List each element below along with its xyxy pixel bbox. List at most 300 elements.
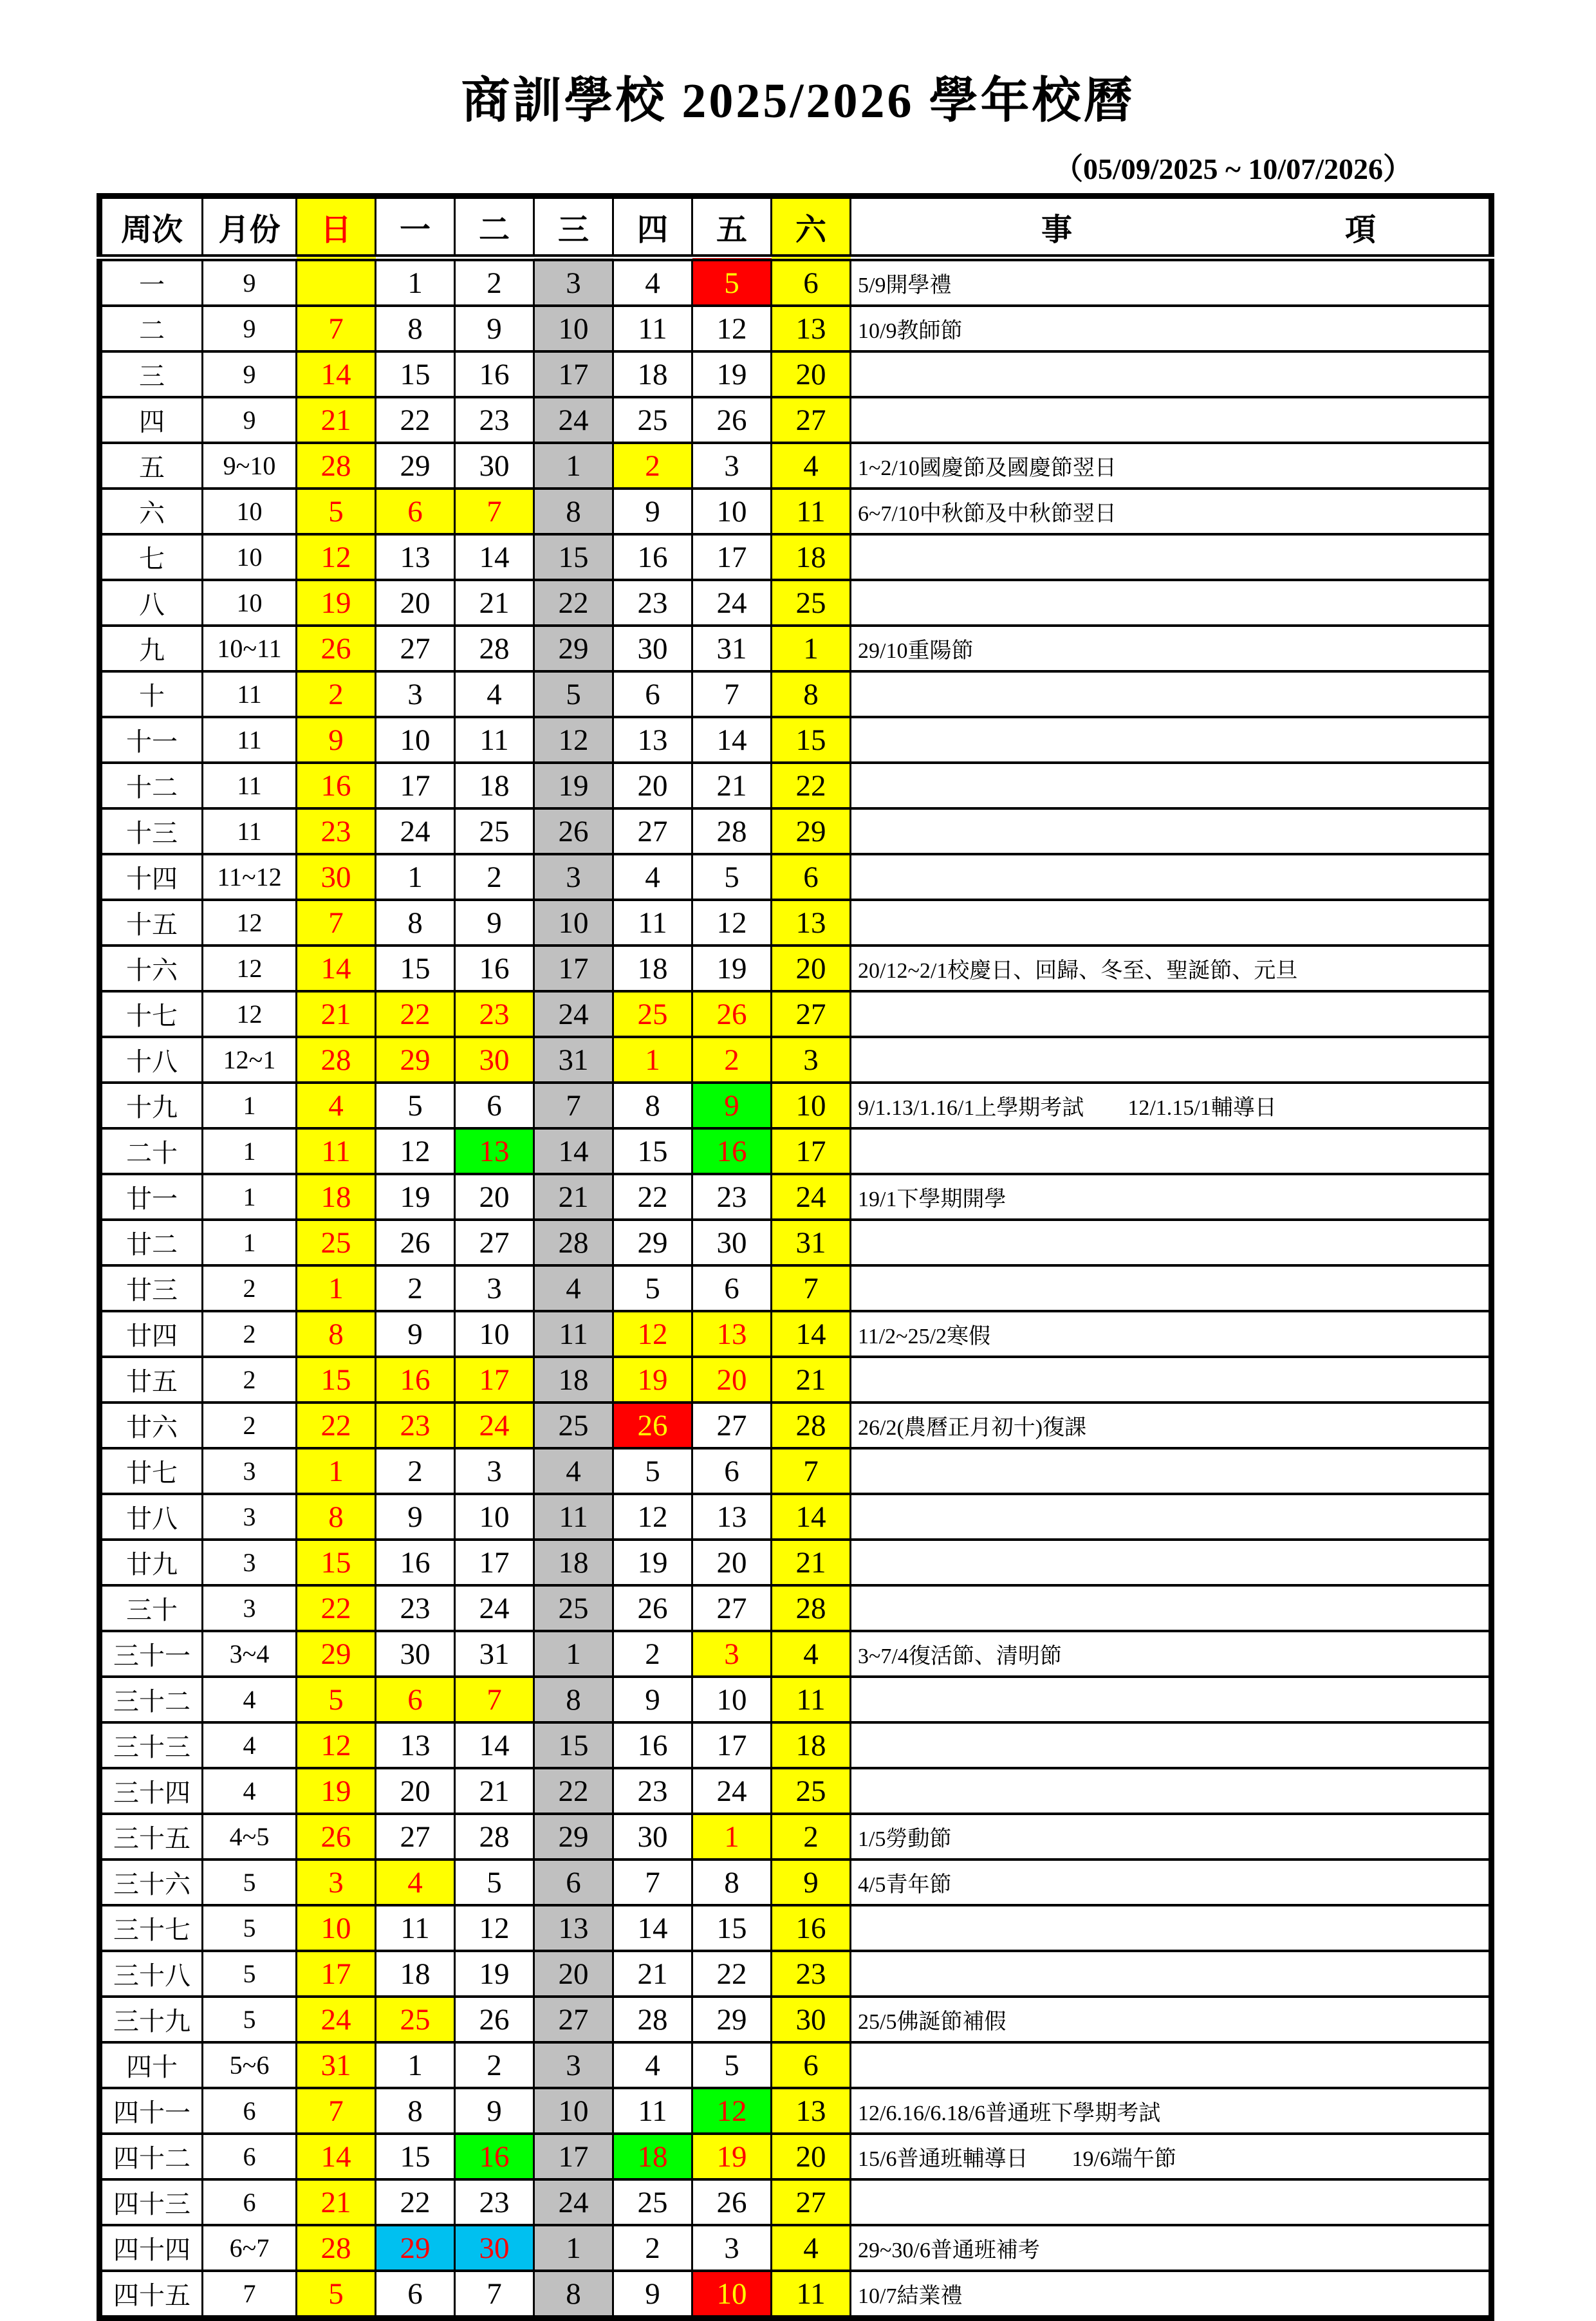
event-cell: 12/6.16/6.18/6普通班下學期考試 xyxy=(851,2088,1492,2134)
week-row xyxy=(100,1768,1492,1814)
day-cell: 8 xyxy=(534,1677,613,1722)
day-cell: 9 xyxy=(455,306,534,351)
day-cell: 15 xyxy=(376,351,455,397)
day-cell: 1 xyxy=(376,258,455,306)
day-cell: 26 xyxy=(376,1220,455,1265)
day-cell: 25 xyxy=(455,808,534,854)
day-cell: 20 xyxy=(376,1768,455,1814)
day-cell: 8 xyxy=(613,1083,692,1128)
day-cell: 15 xyxy=(534,1722,613,1768)
day-cell: 15 xyxy=(772,717,851,763)
month-cell: 9 xyxy=(203,306,297,351)
day-cell: 18 xyxy=(772,534,851,580)
day-cell: 23 xyxy=(692,1174,772,1220)
day-cell: 22 xyxy=(297,1403,376,1448)
day-cell: 3 xyxy=(534,2042,613,2088)
day-cell: 26 xyxy=(613,1585,692,1631)
event-cell xyxy=(851,1722,1492,1768)
day-cell: 23 xyxy=(376,1585,455,1631)
header-month: 月份 xyxy=(203,196,297,258)
day-cell: 25 xyxy=(613,397,692,443)
day-cell: 24 xyxy=(772,1174,851,1220)
day-cell: 11 xyxy=(772,2271,851,2318)
event-cell: 1/5勞動節 xyxy=(851,1814,1492,1860)
day-cell: 18 xyxy=(613,351,692,397)
day-cell: 13 xyxy=(772,2088,851,2134)
day-cell: 19 xyxy=(455,1951,534,1997)
day-cell: 8 xyxy=(297,1311,376,1357)
day-cell: 31 xyxy=(534,1037,613,1083)
week-number: 十八 xyxy=(100,1037,203,1083)
event-cell xyxy=(851,1494,1492,1540)
day-cell: 5 xyxy=(692,258,772,306)
header-day-sat: 六 xyxy=(772,196,851,258)
week-number: 四十五 xyxy=(100,2271,203,2318)
day-cell: 12 xyxy=(376,1128,455,1174)
day-cell: 16 xyxy=(455,946,534,991)
day-cell: 22 xyxy=(297,1585,376,1631)
day-cell: 18 xyxy=(376,1951,455,1997)
day-cell: 8 xyxy=(534,489,613,534)
day-cell: 17 xyxy=(534,946,613,991)
day-cell: 13 xyxy=(692,1494,772,1540)
day-cell: 22 xyxy=(376,991,455,1037)
day-cell: 31 xyxy=(297,2042,376,2088)
day-cell: 4 xyxy=(613,854,692,900)
event-cell xyxy=(851,1128,1492,1174)
event-cell: 26/2(農曆正月初十)復課 xyxy=(851,1403,1492,1448)
day-cell: 18 xyxy=(613,2134,692,2179)
week-number: 九 xyxy=(100,626,203,671)
month-cell: 3 xyxy=(203,1540,297,1585)
day-cell: 2 xyxy=(455,854,534,900)
month-cell: 5 xyxy=(203,1997,297,2042)
week-number: 六 xyxy=(100,489,203,534)
day-cell: 7 xyxy=(772,1448,851,1494)
day-cell: 7 xyxy=(455,2271,534,2318)
month-cell: 12 xyxy=(203,991,297,1037)
day-cell: 30 xyxy=(455,2225,534,2271)
day-cell: 19 xyxy=(692,351,772,397)
day-cell: 28 xyxy=(772,1403,851,1448)
day-cell: 13 xyxy=(692,1311,772,1357)
week-number: 三 xyxy=(100,351,203,397)
day-cell: 5 xyxy=(613,1448,692,1494)
day-cell: 11 xyxy=(613,306,692,351)
day-cell: 27 xyxy=(376,1814,455,1860)
week-row xyxy=(100,2225,1492,2271)
day-cell: 4 xyxy=(772,1631,851,1677)
month-cell: 3 xyxy=(203,1494,297,1540)
day-cell: 1 xyxy=(534,2225,613,2271)
event-cell: 3~7/4復活節、清明節 xyxy=(851,1631,1492,1677)
day-cell: 17 xyxy=(692,534,772,580)
day-cell: 28 xyxy=(297,1037,376,1083)
day-cell: 14 xyxy=(297,351,376,397)
day-cell: 26 xyxy=(455,1997,534,2042)
event-cell xyxy=(851,534,1492,580)
week-row xyxy=(100,1860,1492,1905)
week-number: 一 xyxy=(100,258,203,306)
day-cell: 20 xyxy=(772,946,851,991)
day-cell: 10 xyxy=(534,900,613,946)
day-cell: 5 xyxy=(455,1860,534,1905)
day-cell: 13 xyxy=(376,1722,455,1768)
week-number: 廿五 xyxy=(100,1357,203,1403)
day-cell: 28 xyxy=(297,443,376,489)
day-cell: 20 xyxy=(772,351,851,397)
event-cell xyxy=(851,1357,1492,1403)
day-cell: 1 xyxy=(772,626,851,671)
event-cell xyxy=(851,671,1492,717)
day-cell: 7 xyxy=(297,306,376,351)
day-cell: 23 xyxy=(455,991,534,1037)
month-cell: 1 xyxy=(203,1128,297,1174)
week-row xyxy=(100,900,1492,946)
day-cell: 21 xyxy=(692,763,772,808)
event-cell xyxy=(851,1540,1492,1585)
week-row xyxy=(100,626,1492,671)
day-cell: 27 xyxy=(692,1403,772,1448)
day-cell: 16 xyxy=(455,351,534,397)
event-cell xyxy=(851,1585,1492,1631)
day-cell: 1 xyxy=(692,1814,772,1860)
day-cell: 30 xyxy=(455,443,534,489)
header-day-mon: 一 xyxy=(376,196,455,258)
week-number: 三十一 xyxy=(100,1631,203,1677)
day-cell: 4 xyxy=(534,1448,613,1494)
day-cell: 5 xyxy=(692,854,772,900)
header-day-thu: 四 xyxy=(613,196,692,258)
day-cell: 28 xyxy=(455,1814,534,1860)
day-cell: 24 xyxy=(455,1585,534,1631)
day-cell: 25 xyxy=(297,1220,376,1265)
day-cell: 16 xyxy=(613,1722,692,1768)
day-cell: 3 xyxy=(772,1037,851,1083)
day-cell: 27 xyxy=(534,1997,613,2042)
day-cell: 30 xyxy=(613,1814,692,1860)
event-cell xyxy=(851,1037,1492,1083)
event-cell xyxy=(851,351,1492,397)
day-cell: 1 xyxy=(534,443,613,489)
day-cell: 13 xyxy=(772,306,851,351)
day-cell: 23 xyxy=(455,397,534,443)
week-row xyxy=(100,397,1492,443)
day-cell: 11 xyxy=(376,1905,455,1951)
day-cell: 20 xyxy=(692,1357,772,1403)
page-title: 商訓學校 2025/2026 學年校曆 xyxy=(461,74,1135,128)
week-row xyxy=(100,1128,1492,1174)
week-number: 十七 xyxy=(100,991,203,1037)
month-cell: 5 xyxy=(203,1860,297,1905)
day-cell: 15 xyxy=(297,1357,376,1403)
day-cell: 4 xyxy=(772,443,851,489)
day-cell: 1 xyxy=(376,854,455,900)
day-cell: 11 xyxy=(297,1128,376,1174)
week-number: 四 xyxy=(100,397,203,443)
day-cell: 28 xyxy=(297,2225,376,2271)
day-cell: 17 xyxy=(534,2134,613,2179)
day-cell: 23 xyxy=(376,1403,455,1448)
day-cell: 6 xyxy=(772,854,851,900)
day-cell: 14 xyxy=(613,1905,692,1951)
day-cell: 24 xyxy=(534,397,613,443)
month-cell: 5 xyxy=(203,1951,297,1997)
day-cell: 21 xyxy=(455,1768,534,1814)
day-cell: 6 xyxy=(376,2271,455,2318)
day-cell: 17 xyxy=(772,1128,851,1174)
day-cell: 13 xyxy=(534,1905,613,1951)
day-cell: 8 xyxy=(297,1494,376,1540)
day-cell: 7 xyxy=(613,1860,692,1905)
day-cell: 5 xyxy=(297,1677,376,1722)
day-cell: 22 xyxy=(692,1951,772,1997)
day-cell: 21 xyxy=(772,1540,851,1585)
day-cell: 13 xyxy=(455,1128,534,1174)
day-cell: 27 xyxy=(692,1585,772,1631)
header-row xyxy=(100,196,1492,258)
day-cell: 7 xyxy=(455,1677,534,1722)
day-cell: 14 xyxy=(297,946,376,991)
week-number: 廿四 xyxy=(100,1311,203,1357)
day-cell: 31 xyxy=(692,626,772,671)
event-cell xyxy=(851,854,1492,900)
week-row xyxy=(100,1722,1492,1768)
month-cell: 1 xyxy=(203,1083,297,1128)
month-cell: 1 xyxy=(203,1220,297,1265)
day-cell: 14 xyxy=(772,1311,851,1357)
month-cell: 11~12 xyxy=(203,854,297,900)
day-cell: 21 xyxy=(772,1357,851,1403)
day-cell: 10 xyxy=(455,1494,534,1540)
day-cell: 27 xyxy=(613,808,692,854)
day-cell: 22 xyxy=(376,397,455,443)
week-number: 四十一 xyxy=(100,2088,203,2134)
day-cell: 8 xyxy=(534,2271,613,2318)
day-cell: 2 xyxy=(613,443,692,489)
day-cell: 6 xyxy=(772,2042,851,2088)
day-cell: 22 xyxy=(772,763,851,808)
day-cell: 10 xyxy=(692,1677,772,1722)
day-cell: 6 xyxy=(534,1860,613,1905)
month-cell: 10 xyxy=(203,580,297,626)
event-cell xyxy=(851,717,1492,763)
day-cell: 7 xyxy=(534,1083,613,1128)
day-cell: 29 xyxy=(376,2225,455,2271)
month-cell: 5 xyxy=(203,1905,297,1951)
day-cell: 4 xyxy=(613,2042,692,2088)
day-cell: 18 xyxy=(534,1540,613,1585)
day-cell: 24 xyxy=(376,808,455,854)
week-row xyxy=(100,1997,1492,2042)
day-cell: 2 xyxy=(455,2042,534,2088)
day-cell: 25 xyxy=(534,1585,613,1631)
day-cell: 29 xyxy=(534,1814,613,1860)
day-cell: 6 xyxy=(376,489,455,534)
day-cell: 17 xyxy=(297,1951,376,1997)
day-cell: 16 xyxy=(455,2134,534,2179)
day-cell: 21 xyxy=(455,580,534,626)
month-cell: 10 xyxy=(203,489,297,534)
day-cell: 24 xyxy=(534,2179,613,2225)
day-cell: 3 xyxy=(692,443,772,489)
day-cell: 29 xyxy=(297,1631,376,1677)
day-cell: 14 xyxy=(692,717,772,763)
day-cell: 30 xyxy=(613,626,692,671)
day-cell: 11 xyxy=(772,1677,851,1722)
week-row xyxy=(100,443,1492,489)
day-cell: 20 xyxy=(772,2134,851,2179)
day-cell: 12 xyxy=(455,1905,534,1951)
day-cell: 10 xyxy=(534,2088,613,2134)
day-cell: 4 xyxy=(376,1860,455,1905)
month-cell: 12~1 xyxy=(203,1037,297,1083)
month-cell: 11 xyxy=(203,763,297,808)
day-cell: 3 xyxy=(376,671,455,717)
day-cell: 9 xyxy=(613,489,692,534)
day-cell: 7 xyxy=(297,900,376,946)
event-cell xyxy=(851,991,1492,1037)
week-number: 五 xyxy=(100,443,203,489)
week-number: 二 xyxy=(100,306,203,351)
day-cell: 25 xyxy=(772,580,851,626)
event-cell: 29~30/6普通班補考 xyxy=(851,2225,1492,2271)
day-cell: 15 xyxy=(376,2134,455,2179)
day-cell: 15 xyxy=(376,946,455,991)
header-day-tue: 二 xyxy=(455,196,534,258)
week-number: 廿七 xyxy=(100,1448,203,1494)
day-cell: 29 xyxy=(772,808,851,854)
header-day-sun: 日 xyxy=(297,196,376,258)
week-row xyxy=(100,1311,1492,1357)
week-row xyxy=(100,351,1492,397)
event-cell: 5/9開學禮 xyxy=(851,258,1492,306)
day-cell: 16 xyxy=(297,763,376,808)
day-cell: 16 xyxy=(376,1540,455,1585)
day-cell: 18 xyxy=(297,1174,376,1220)
day-cell: 17 xyxy=(376,763,455,808)
day-cell: 6 xyxy=(692,1265,772,1311)
event-cell: 25/5佛誕節補假 xyxy=(851,1997,1492,2042)
week-row xyxy=(100,580,1492,626)
event-cell xyxy=(851,900,1492,946)
day-cell: 27 xyxy=(772,2179,851,2225)
week-row xyxy=(100,1494,1492,1540)
day-cell: 2 xyxy=(613,1631,692,1677)
day-cell: 18 xyxy=(534,1357,613,1403)
month-cell: 4 xyxy=(203,1722,297,1768)
week-row xyxy=(100,2271,1492,2318)
date-range: （05/09/2025 ~ 10/07/2026） xyxy=(1053,153,1413,185)
day-cell: 4 xyxy=(534,1265,613,1311)
day-cell: 16 xyxy=(376,1357,455,1403)
day-cell: 4 xyxy=(772,2225,851,2271)
event-cell xyxy=(851,397,1492,443)
day-cell: 3 xyxy=(534,258,613,306)
event-cell: 1~2/10國慶節及國慶節翌日 xyxy=(851,443,1492,489)
day-cell: 13 xyxy=(613,717,692,763)
day-cell: 23 xyxy=(297,808,376,854)
week-number: 四十 xyxy=(100,2042,203,2088)
day-cell: 2 xyxy=(376,1265,455,1311)
header-event-right: 項 xyxy=(1344,212,1376,247)
day-cell: 26 xyxy=(297,626,376,671)
day-cell: 18 xyxy=(455,763,534,808)
event-cell: 10/9教師節 xyxy=(851,306,1492,351)
week-row xyxy=(100,1037,1492,1083)
month-cell: 2 xyxy=(203,1403,297,1448)
day-cell: 24 xyxy=(692,1768,772,1814)
day-cell: 3 xyxy=(692,2225,772,2271)
day-cell: 12 xyxy=(297,1722,376,1768)
month-cell: 6 xyxy=(203,2179,297,2225)
day-cell: 3 xyxy=(455,1448,534,1494)
day-cell: 12 xyxy=(613,1494,692,1540)
month-cell: 12 xyxy=(203,900,297,946)
calendar-table xyxy=(97,193,1494,2321)
month-cell: 5~6 xyxy=(203,2042,297,2088)
day-cell: 20 xyxy=(692,1540,772,1585)
day-cell: 7 xyxy=(692,671,772,717)
day-cell: 28 xyxy=(534,1220,613,1265)
day-cell: 10 xyxy=(772,1083,851,1128)
week-row xyxy=(100,1905,1492,1951)
event-cell: 10/7結業禮 xyxy=(851,2271,1492,2318)
week-row xyxy=(100,2134,1492,2179)
day-cell: 10 xyxy=(376,717,455,763)
event-cell xyxy=(851,1448,1492,1494)
day-cell: 23 xyxy=(455,2179,534,2225)
day-cell: 23 xyxy=(772,1951,851,1997)
day-cell: 19 xyxy=(692,946,772,991)
event-cell xyxy=(851,580,1492,626)
week-number: 三十六 xyxy=(100,1860,203,1905)
day-cell: 8 xyxy=(376,900,455,946)
month-cell: 9 xyxy=(203,397,297,443)
day-cell: 15 xyxy=(613,1128,692,1174)
day-cell: 21 xyxy=(534,1174,613,1220)
day-cell: 12 xyxy=(692,2088,772,2134)
day-cell: 18 xyxy=(613,946,692,991)
week-row xyxy=(100,808,1492,854)
week-number: 四十四 xyxy=(100,2225,203,2271)
event-cell: 19/1下學期開學 xyxy=(851,1174,1492,1220)
week-number: 三十三 xyxy=(100,1722,203,1768)
month-cell: 3 xyxy=(203,1448,297,1494)
week-row xyxy=(100,1357,1492,1403)
week-number: 廿六 xyxy=(100,1403,203,1448)
day-cell: 29 xyxy=(534,626,613,671)
event-cell: 15/6普通班輔導日 19/6端午節 xyxy=(851,2134,1492,2179)
day-cell: 13 xyxy=(376,534,455,580)
day-cell: 19 xyxy=(376,1174,455,1220)
day-cell: 25 xyxy=(534,1403,613,1448)
day-cell: 8 xyxy=(376,2088,455,2134)
month-cell: 11 xyxy=(203,808,297,854)
day-cell: 16 xyxy=(613,534,692,580)
day-cell: 2 xyxy=(297,671,376,717)
day-cell: 12 xyxy=(692,900,772,946)
day-cell: 31 xyxy=(455,1631,534,1677)
day-cell: 19 xyxy=(297,580,376,626)
week-number: 十 xyxy=(100,671,203,717)
week-row xyxy=(100,1951,1492,1997)
month-cell: 11 xyxy=(203,717,297,763)
day-cell: 1 xyxy=(297,1448,376,1494)
week-number: 廿八 xyxy=(100,1494,203,1540)
week-row xyxy=(100,1220,1492,1265)
week-row xyxy=(100,717,1492,763)
